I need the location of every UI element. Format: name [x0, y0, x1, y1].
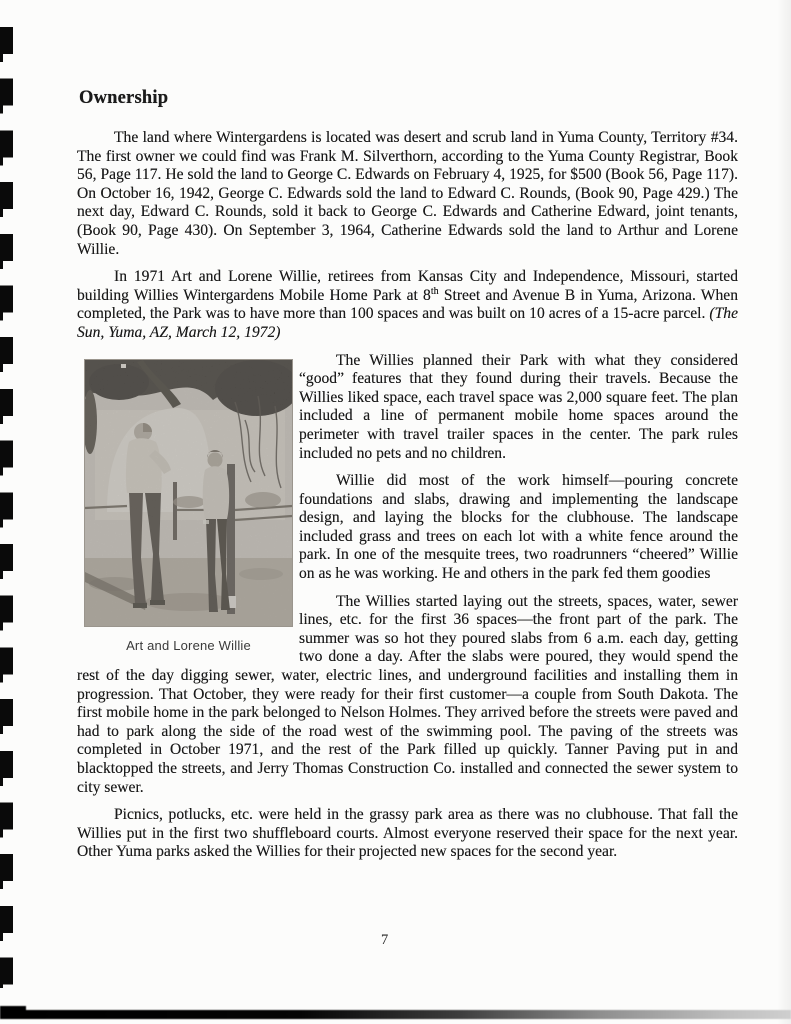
halftone-photo-graphic — [85, 360, 292, 626]
photo-figure — [84, 359, 293, 653]
binding-holes-notches — [0, 31, 3, 988]
photo-caption: Art and Lorene Willie — [126, 637, 251, 653]
newspaper-citation: (The Sun, Yuma, AZ, March 12, 1972) — [77, 305, 738, 341]
page-content — [77, 88, 738, 871]
superscript-th: th — [430, 285, 439, 297]
scan-bottom-shadow — [0, 1010, 791, 1019]
page-number: 7 — [381, 932, 389, 948]
paragraph-1971-founding — [77, 268, 738, 342]
scan-edge-shade — [777, 0, 791, 1024]
paragraph-first-spaces: The Willies started laying out the streets, spaces, water, sewer lines, etc. for the first 36 spaces—the front part of the park. The summer was so hot they poured slabs from 6 a.m. each day, getting two done a day. After the slabs were poured, they would spend the rest of the day digging sewer, water, electric lines, and underground facilities and installing them in progression. That October, they were ready for their first customer—a couple from South Dakota. The first mobile home in the park belonged to Nelson Holmes. They arrived before the streets were paved and had to park along the side of the road west of the swimming pool. The paving of the streets was completed in October 1971, and the rest of the Park filled up quickly. Tanner Paving put in and blacktopped the streets, and Jerry Thomas Construction Co. installed and connected the sewer system to city sewer. — [77, 592, 738, 796]
paragraph-land-history: The land where Wintergardens is located was desert and scrub land in Yuma County, Territory #34. The first owner we could find was Frank M. Silverthorn, according to the Yuma County Registrar, Book 56, Page 117. He sold the land to George C. Edwards on February 4, 1925, for $500 (Book 56, Page 117). On October 16, 1942, George C. Edwards sold the land to Edward C. Rounds, (Book 90, Page 429.) The next day, Edward C. Rounds, sold it back to George C. Edwards and Catherine Edward, joint tenants, (Book 90, Page 430). On September 3, 1964, Catherine Edwards sold the land to Arthur and Lorene Willie. — [77, 129, 738, 258]
paragraph-construction-work: Willie did most of the work himself—pouring concrete foundations and slabs, drawing and implementing the landscape design, and laying the blocks for the clubhouse. The landscape included grass and trees on each lot with a white fence around the park. In one of the mesquite trees, two roadrunners “cheered” Willie on as he was working. He and others in the park fed them goodies — [299, 472, 738, 583]
paragraph-text: Street and Avenue B in Yuma, Arizona. When completed, the Park was to have more than 100 spaces and was built on 10 acres of a 15-acre parcel. — [77, 286, 738, 323]
section-heading: Ownership — [79, 88, 169, 108]
paragraph-picnics: Picnics, potlucks, etc. were held in the grassy park area as there was no clubhouse. That fall the Willies put in the first two shuffleboard courts. Almost everyone reserved their space for the next year. Other Yuma parks asked the Willies for their projected new spaces for the second year. — [77, 806, 738, 861]
photo-art-and-lorene-willie — [84, 359, 293, 627]
paragraph-park-planning: The Willies planned their Park with what they considered “good” features that they found during their travels. Because the Willies liked space, each travel space was 2,000 square feet. The plan included a line of permanent mobile home spaces around the perimeter with travel trailer spaces in the center. The park rules included no pets and no children. — [299, 351, 738, 462]
paragraph-text: In 1971 Art and Lorene Willie, retirees from Kansas City and Independence, Missouri, started building Willies Wintergardens Mobile Home Park at 8 — [77, 268, 738, 304]
